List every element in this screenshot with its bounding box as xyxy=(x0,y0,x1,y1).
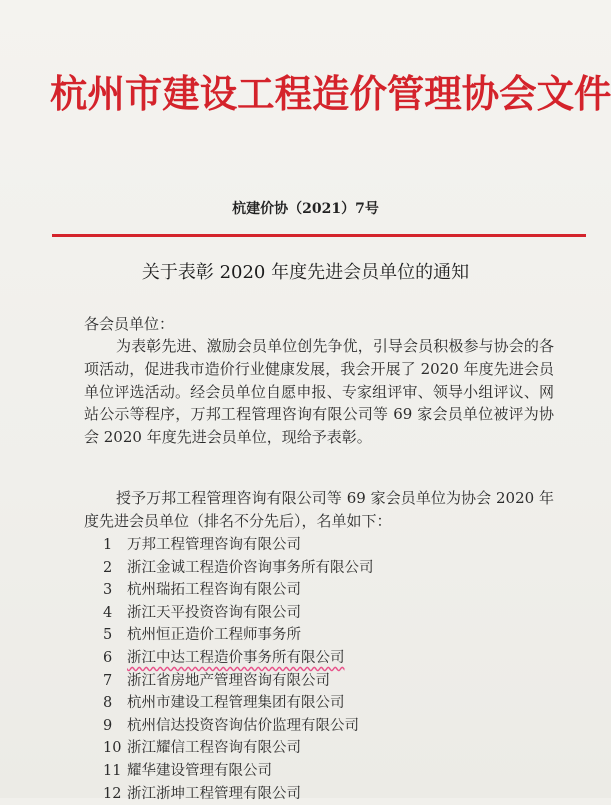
list-item-name: 杭州恒正造价工程师事务所 xyxy=(127,627,301,644)
list-item xyxy=(103,715,374,738)
list-item xyxy=(103,579,374,602)
list-item-name: 浙江天平投资咨询有限公司 xyxy=(127,604,301,621)
list-item-name: 浙江耀信工程咨询有限公司 xyxy=(127,740,301,757)
list-item xyxy=(103,737,374,760)
list-item xyxy=(103,534,374,557)
list-item-number: 6 xyxy=(103,649,113,666)
list-item xyxy=(103,647,374,670)
salutation: 各会员单位： xyxy=(84,315,175,333)
body-paragraph-2: 授予万邦工程管理咨询有限公司等 69 家会员单位为协会 2020 年度先进会员单位（排名不分先后），名单如下： xyxy=(84,489,554,530)
list-item-number: 9 xyxy=(103,717,113,734)
list-item-name: 耀华建设管理有限公司 xyxy=(127,762,272,779)
list-item-name: 杭州信达投资咨询估价监理有限公司 xyxy=(127,717,359,734)
list-item-number: 8 xyxy=(103,695,113,712)
red-divider-line xyxy=(52,234,586,237)
list-item xyxy=(103,760,374,783)
list-item xyxy=(103,602,374,625)
document-number: 杭建价协（2021）7号 xyxy=(232,201,379,217)
list-item-name: 万邦工程管理咨询有限公司 xyxy=(127,537,301,553)
list-item xyxy=(103,624,374,647)
list-item-name: 浙江金诚工程造价咨询事务所有限公司 xyxy=(127,559,374,576)
list-item-number: 5 xyxy=(103,627,113,644)
list-item-name: 杭州瑞拓工程咨询有限公司 xyxy=(127,582,301,599)
list-item xyxy=(103,557,374,580)
list-item-number: 1 xyxy=(103,537,113,553)
list-item-number: 11 xyxy=(103,762,122,779)
document-header-title: 杭州市建设工程造价管理协会文件 xyxy=(50,72,611,116)
notice-title: 关于表彰 2020 年度先进会员单位的通知 xyxy=(141,262,470,283)
list-item-name: 杭州市建设工程管理集团有限公司 xyxy=(127,695,345,712)
member-list xyxy=(103,534,374,805)
list-item-name-highlighted: 浙江中达工程造价事务所有限公司 xyxy=(127,649,345,666)
list-item xyxy=(103,692,374,715)
list-item xyxy=(103,670,374,693)
body-paragraph-1: 为表彰先进、激励会员单位创先争优，引导会员积极参与协会的各项活动，促进我市造价行业健康发展，我会开展了 2020 年度先进会员单位评选活动。经会员单位自愿申报、专家组评审、领导小组评议、网站公示等程序，万邦工程管理咨询有限公司等 69 家会员单位被评为协会 2020 年度先进会员单位，现给予表彰。 xyxy=(84,337,554,447)
list-item-number: 12 xyxy=(103,785,122,802)
list-item-number: 2 xyxy=(103,559,113,576)
list-item-number: 3 xyxy=(103,582,113,599)
list-item-number: 4 xyxy=(103,604,113,621)
list-item xyxy=(103,783,374,805)
list-item-name: 浙江省房地产管理咨询有限公司 xyxy=(127,672,330,689)
list-item-number: 7 xyxy=(103,672,113,689)
list-item-name: 浙江浙坤工程管理有限公司 xyxy=(127,785,301,802)
list-item-number: 10 xyxy=(103,740,122,757)
